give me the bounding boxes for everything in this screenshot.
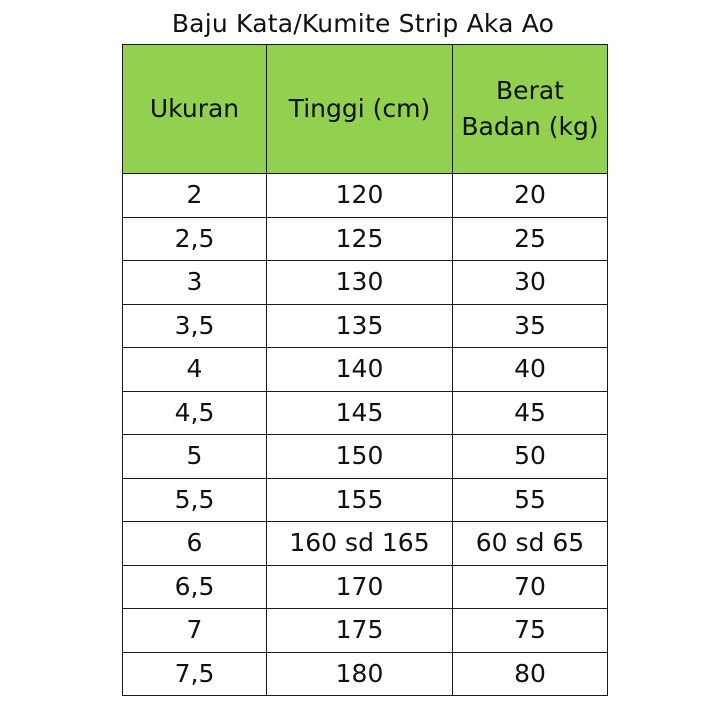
cell-height: 175	[267, 609, 453, 653]
table-row	[123, 217, 608, 261]
cell-height: 145	[267, 391, 453, 435]
cell-height: 170	[267, 565, 453, 609]
cell-height: 150	[267, 435, 453, 479]
table-row	[123, 522, 608, 566]
table-row	[123, 348, 608, 392]
page-title: Baju Kata/Kumite Strip Aka Ao	[171, 9, 555, 38]
table-row	[123, 174, 608, 218]
cell-size: 6,5	[123, 565, 267, 609]
cell-size: 3,5	[123, 304, 267, 348]
cell-weight: 25	[453, 217, 608, 261]
table-row	[123, 391, 608, 435]
cell-size: 4,5	[123, 391, 267, 435]
cell-height: 155	[267, 478, 453, 522]
cell-weight: 60 sd 65	[453, 522, 608, 566]
cell-height: 140	[267, 348, 453, 392]
cell-size: 7	[123, 609, 267, 653]
table-header-row	[123, 45, 608, 174]
cell-height: 180	[267, 652, 453, 696]
cell-size: 2	[123, 174, 267, 218]
header-weight-line1: Berat	[496, 76, 564, 105]
cell-size: 5,5	[123, 478, 267, 522]
cell-height: 120	[267, 174, 453, 218]
cell-height: 160 sd 165	[267, 522, 453, 566]
cell-size: 5	[123, 435, 267, 479]
cell-weight: 45	[453, 391, 608, 435]
table-row	[123, 304, 608, 348]
cell-weight: 20	[453, 174, 608, 218]
cell-weight: 35	[453, 304, 608, 348]
cell-size: 2,5	[123, 217, 267, 261]
header-height: Tinggi (cm)	[267, 45, 453, 174]
cell-weight: 80	[453, 652, 608, 696]
size-chart-table	[122, 44, 608, 696]
cell-height: 130	[267, 261, 453, 305]
cell-weight: 40	[453, 348, 608, 392]
table-row	[123, 478, 608, 522]
cell-size: 4	[123, 348, 267, 392]
table-row	[123, 652, 608, 696]
table-row	[123, 261, 608, 305]
header-weight-line2: Badan (kg)	[461, 112, 599, 141]
table-body	[123, 174, 608, 696]
cell-weight: 55	[453, 478, 608, 522]
table-row	[123, 609, 608, 653]
cell-size: 3	[123, 261, 267, 305]
header-size: Ukuran	[123, 45, 267, 174]
cell-weight: 30	[453, 261, 608, 305]
cell-height: 135	[267, 304, 453, 348]
cell-weight: 70	[453, 565, 608, 609]
cell-weight: 75	[453, 609, 608, 653]
header-weight	[453, 45, 608, 174]
table-row	[123, 435, 608, 479]
cell-height: 125	[267, 217, 453, 261]
cell-size: 6	[123, 522, 267, 566]
cell-weight: 50	[453, 435, 608, 479]
table-row	[123, 565, 608, 609]
cell-size: 7,5	[123, 652, 267, 696]
